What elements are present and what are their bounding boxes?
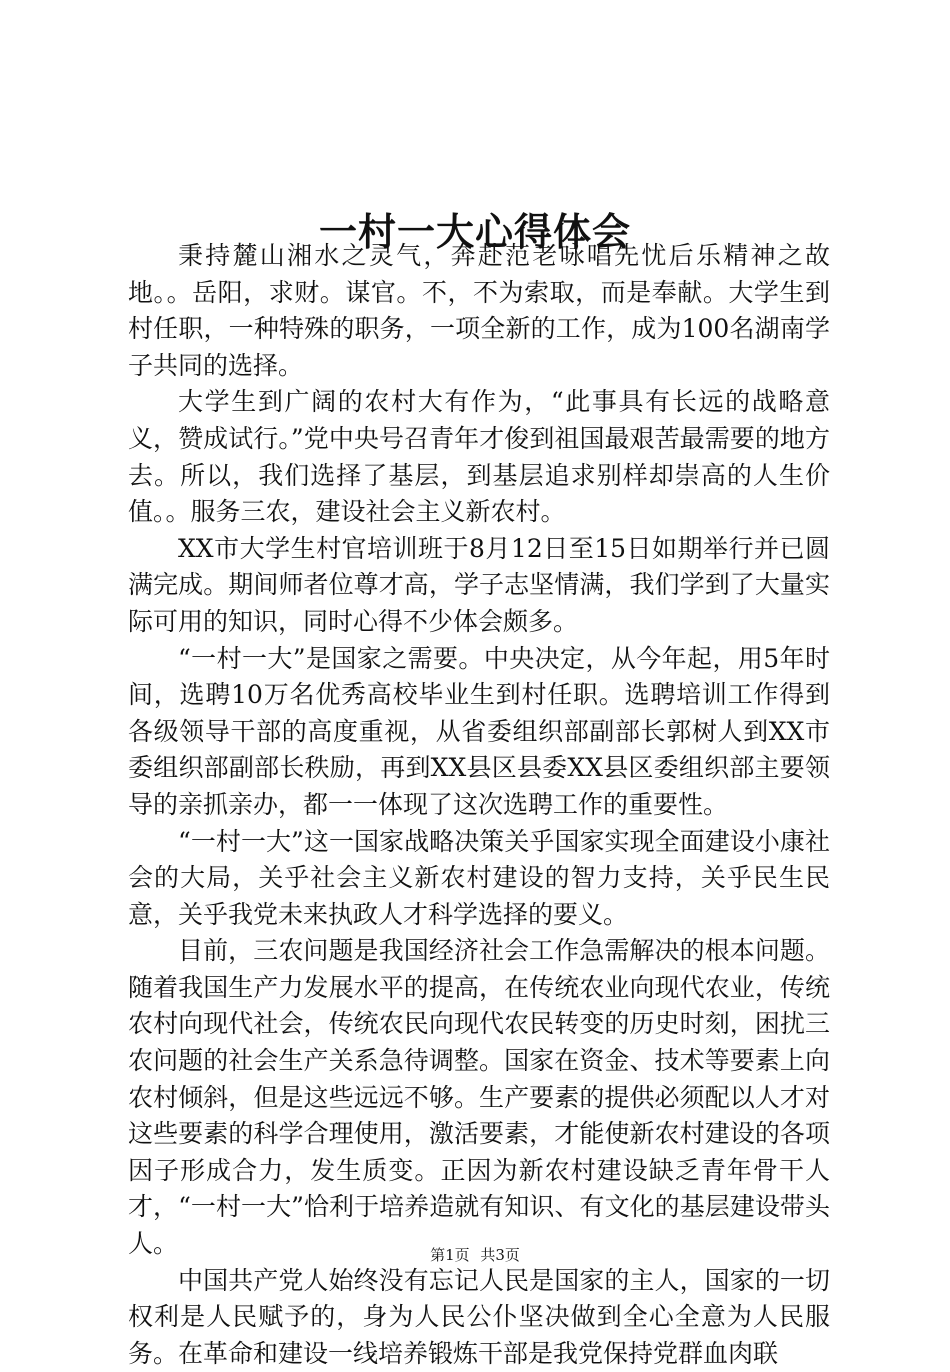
page-total: 共3页 (480, 1246, 520, 1264)
paragraph: 秉持麓山湘水之灵气，奔赴范老咏唱先忧后乐精神之故地。。岳阳，求财。谋官。不，不为索取，而是奉献。大学生到村任职，一种特殊的职务，一项全新的工作，成为100名湖南学子共同的选择。 (128, 241, 830, 380)
paragraph: “一村一大”这一国家战略决策关乎国家实现全面建设小康社会的大局，关乎社会主义新农村建设的智力支持，关乎民生民意，关乎我党未来执政人才科学选择的要义。 (128, 826, 830, 929)
document-body (128, 238, 830, 1372)
paragraph: 大学生到广阔的农村大有作为，“此事具有长远的战略意义，赞成试行。”党中央号召青年才俊到祖国最艰苦最需要的地方去。所以，我们选择了基层，到基层追求别样却崇高的人生价值。。服务三农，建设社会主义新农村。 (128, 387, 830, 527)
paragraph: “一村一大”是国家之需要。中央决定，从今年起，用5年时间，选聘10万名优秀高校毕业生到村任职。选聘培训工作得到各级领导干部的高度重视，从省委组织部副部长郭树人到XX市委组织部副部长秩励，再到XX县区县委XX县区委组织部主要领导的亲抓亲办，都一一体现了这次选聘工作的重要性。 (128, 643, 830, 819)
page-number: 第1页 (430, 1246, 470, 1264)
paragraph: 目前，三农问题是我国经济社会工作急需解决的根本问题。随着我国生产力发展水平的提高，在传统农业向现代农业，传统农村向现代社会，传统农民向现代农民转变的历史时刻，困扰三农问题的社会生产关系急待调整。国家在资金、技术等要素上向农村倾斜，但是这些远远不够。生产要素的提供必须配以人才对这些要素的科学合理使用，激活要素，才能使新农村建设的各项因子形成合力，发生质变。正因为新农村建设缺乏青年骨干人才，“一村一大”恰利于培养造就有知识、有文化的基层建设带头人。 (128, 936, 830, 1259)
paragraph: XX市大学生村官培训班于8月12日至15日如期举行并已圆满完成。期间师者位尊才高，学子志坚情满，我们学到了大量实际可用的知识，同时心得不少体会颇多。 (128, 533, 830, 636)
page-footer (0, 1245, 950, 1265)
document-title: 一村一大心得体会 (318, 209, 631, 255)
paragraph: 中国共产党人始终没有忘记人民是国家的主人，国家的一切权利是人民赋予的，身为人民公仆坚决做到全心全意为人民服务。在革命和建设一线培养锻炼干部是我党保持党群血肉联 (128, 1265, 830, 1368)
